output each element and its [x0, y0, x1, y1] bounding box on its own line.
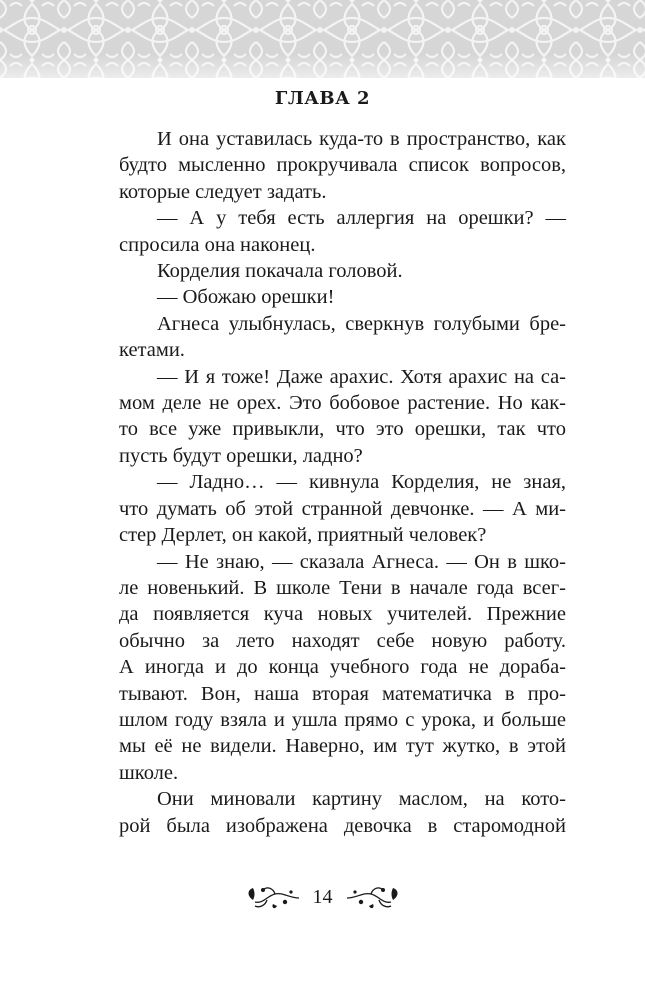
left-floral-ornament-icon — [245, 884, 301, 910]
text-line: шлом году взяла и ушла прямо с урока, и больше — [119, 708, 566, 731]
text-line: А иногда и до конца учебного года не дораба- — [119, 656, 566, 679]
text-line: тывают. Вон, наша вторая математичка в про- — [119, 682, 566, 705]
text-line: стер Дерлет, он какой, приятный человек? — [119, 524, 487, 547]
text-line: Агнеса улыбнулась, сверкнув голубыми бре- — [157, 312, 566, 335]
text-line: кетами. — [119, 339, 185, 362]
body-text — [119, 126, 566, 839]
page-footer — [0, 882, 645, 912]
text-line: — Не знаю, — сказала Агнеса. — Он в шко- — [157, 550, 566, 573]
text-line: которые следует задать. — [119, 180, 327, 203]
text-line: спросила она наконец. — [119, 233, 316, 256]
damask-pattern-icon — [0, 0, 645, 78]
text-line: — Ладно… — кивнула Корделия, не зная, — [157, 471, 566, 494]
text-line: школе. — [119, 761, 179, 784]
text-line: — Обожаю орешки! — [157, 286, 335, 309]
chapter-title: ГЛАВА 2 — [274, 88, 371, 109]
text-line: Корделия покачала головой. — [157, 260, 403, 283]
text-line: что думать об этой странной девчонке. — А ми- — [119, 497, 566, 520]
text-line: обычно за лето находят себе новую работу. — [119, 629, 566, 652]
text-line: — А у тебя есть аллергия на орешки? — — [157, 207, 566, 230]
right-floral-ornament-icon — [345, 884, 401, 910]
page-number: 14 — [312, 885, 333, 908]
header-ornament — [0, 0, 645, 78]
text-line: будто мысленно прокручивала список вопросов, — [119, 154, 566, 177]
text-line: рой была изображена девочка в старомодной — [119, 814, 566, 837]
text-line: мом деле не орех. Это бобовое растение. Но как- — [119, 392, 566, 415]
text-line: И она уставилась куда-то в пространство, как — [157, 128, 566, 150]
text-line: Они миновали картину маслом, на кото- — [157, 788, 566, 811]
text-line: мы её не видели. Наверно, им тут жутко, в этой — [119, 735, 566, 758]
text-line: — И я тоже! Даже арахис. Хотя арахис на са- — [157, 365, 566, 388]
text-line: пусть будут орешки, ладно? — [119, 444, 363, 467]
text-line: ле новенький. В школе Тени в начале года всег- — [119, 576, 566, 599]
text-line: да появляется куча новых учителей. Прежние — [119, 603, 566, 626]
text-line: то все уже привыкли, что это орешки, так что — [119, 418, 566, 441]
